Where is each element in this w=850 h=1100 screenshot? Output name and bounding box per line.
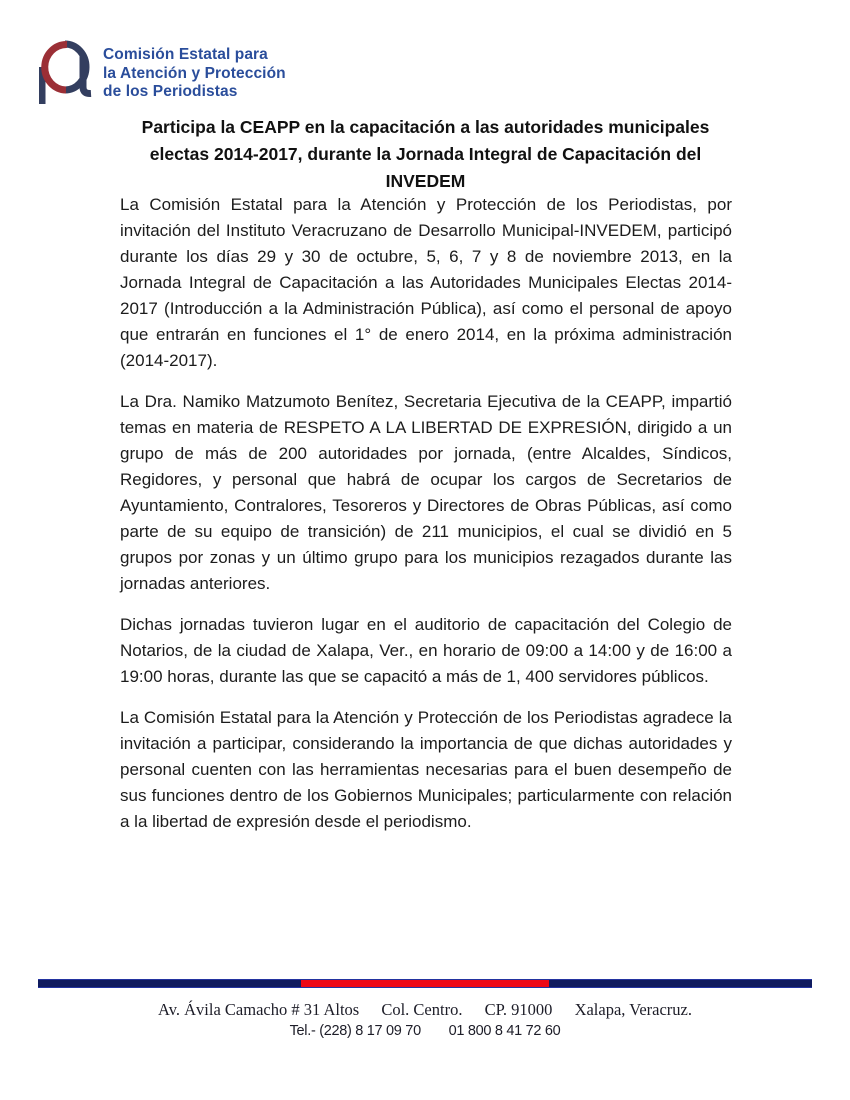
footer-address	[0, 1000, 850, 1020]
logo-wordmark-line3: de los Periodistas	[103, 83, 238, 100]
footer-divider-bar	[38, 979, 812, 988]
logo-wordmark-line1: Comisión Estatal para	[103, 46, 268, 63]
footer-phone	[0, 1023, 850, 1039]
paragraph-1: La Comisión Estatal para la Atención y Protección de los Periodistas, por invitación del Instituto Veracruzano de Desarrollo Municipal-INVEDEM, participó durante los días 29 y 30 de octubre, 5, 6, 7 y 8 de noviembre 2013, en la Jornada Integral de Capacitación a las Autoridades Municipales Electas 2014-2017 (Introducción a la Administración Pública), así como el personal de apoyo que entrarán en funciones el 1° de enero 2014, en la próxima administración (2014-2017).	[120, 195, 732, 370]
paragraph-3: Dichas jornadas tuvieron lugar en el auditorio de capacitación del Colegio de Notarios, de la ciudad de Xalapa, Ver., en horario de 09:00 a 14:00 y de 16:00 a 19:00 horas, durante las que se capacitó a más de 1, 400 servidores públicos.	[120, 615, 732, 686]
logo-wordmark-line2: la Atención y Protección	[103, 64, 286, 82]
paragraph-2: La Dra. Namiko Matzumoto Benítez, Secretaria Ejecutiva de la CEAPP, impartió temas en materia de RESPETO A LA LIBERTAD DE EXPRESIÓN, dirigido a un grupo de más de 200 autoridades por jornada, (entre Alcaldes, Síndicos, Regidores, y personal que habrá de ocupar los cargos de Secretarios de Ayuntamiento, Contralores, Tesoreros y Directores de Obras Públicas, así como parte de su equipo de transición) de 211 municipios, el cual se dividió en 5 grupos por zonas y un último grupo para los municipios rezagados durante las jornadas anteriores.	[120, 392, 732, 593]
footer-phone-local: Tel.- (228) 8 17 09 70	[289, 1023, 421, 1039]
document-header	[38, 38, 286, 104]
footer-phone-tollfree: 01 800 8 41 72 60	[448, 1023, 561, 1039]
logo-wordmark	[103, 46, 286, 102]
footer-address-city: Xalapa, Veracruz.	[574, 1000, 692, 1019]
footer-address-colonia: Col. Centro.	[381, 1000, 463, 1019]
footer-address-cp: CP. 91000	[484, 1000, 553, 1019]
ceapp-logo-icon	[38, 38, 94, 104]
paragraph-4: La Comisión Estatal para la Atención y Protección de los Periodistas agradece la invitación a participar, considerando la importancia de que dichas autoridades y personal cuenten con las herramientas necesarias para el buen desempeño de sus funciones dentro de los Gobiernos Municipales; particularmente con relación a la libertad de expresión desde el periodismo.	[120, 708, 732, 831]
footer-address-street: Av. Ávila Camacho # 31 Altos	[158, 1000, 360, 1019]
document-title: Participa la CEAPP en la capacitación a las autoridades municipales electas 2014-2017, durante la Jornada Integral de Capacitación del INVEDEM	[141, 117, 710, 191]
document-body	[120, 192, 732, 850]
